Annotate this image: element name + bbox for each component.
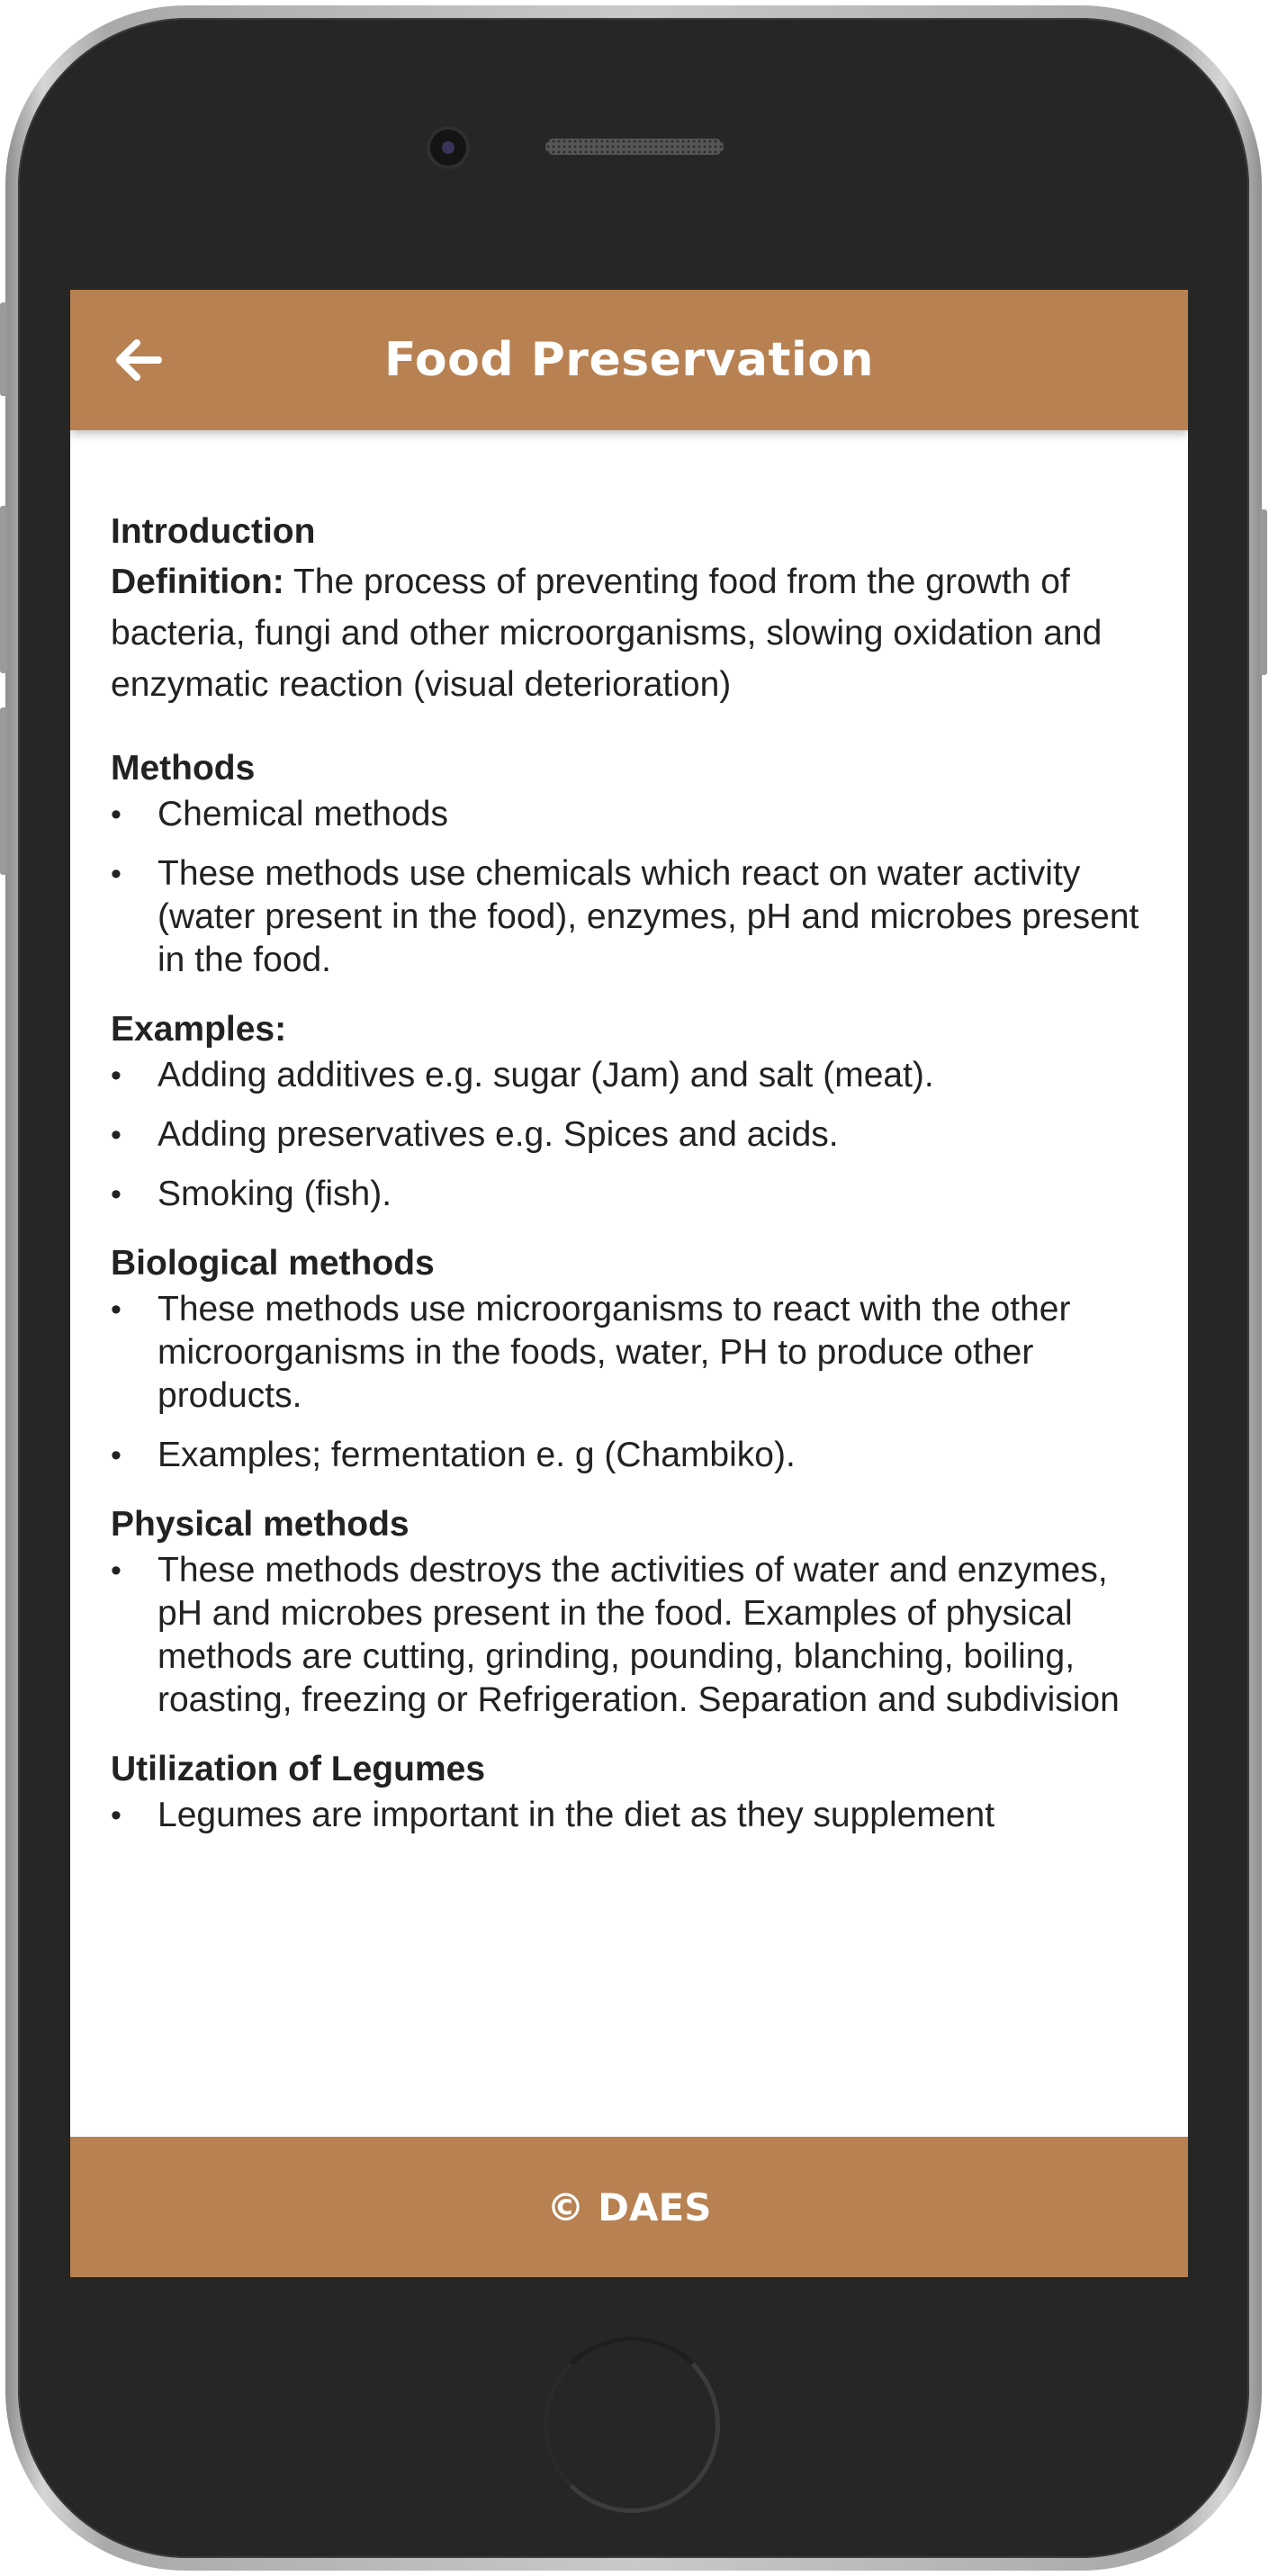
definition-text: The process of preventing food from the growth of bacteria, fungi and other microorganisms, slowing oxidation and enzymatic reaction (visual deterioration)	[111, 563, 1102, 704]
list-item: • Legumes are important in the diet as they supplement	[111, 1794, 1148, 1837]
list-item: • Adding preservatives e.g. Spices and acids.	[111, 1113, 1148, 1157]
earpiece-speaker	[545, 139, 724, 155]
power-button	[1260, 509, 1267, 675]
footer-copyright: © DAES	[546, 2184, 712, 2229]
home-button[interactable]	[544, 2337, 720, 2513]
definition-paragraph	[111, 556, 1148, 710]
list-item: • Chemical methods	[111, 793, 1148, 836]
app-footer	[70, 2137, 1188, 2277]
section-title-physical-methods: Physical methods	[111, 1505, 410, 1544]
silent-switch	[0, 302, 7, 396]
section-title-biological-methods: Biological methods	[111, 1244, 435, 1283]
list-item: • Examples; fermentation e. g (Chambiko).	[111, 1434, 1148, 1477]
examples-list	[111, 1054, 1148, 1216]
arrow-left-icon	[115, 339, 162, 381]
methods-list	[111, 793, 1148, 982]
physical-methods-list	[111, 1549, 1148, 1722]
section-title-examples: Examples:	[111, 1010, 287, 1049]
volume-down-button	[0, 707, 7, 875]
article-content	[70, 430, 1188, 2137]
section-title-utilization-of-legumes: Utilization of Legumes	[111, 1750, 486, 1788]
app-header	[70, 290, 1188, 430]
section-title-methods: Methods	[111, 749, 256, 788]
section-title-introduction: Introduction	[111, 512, 316, 551]
definition-label: Definition:	[111, 563, 284, 601]
page-title: Food Preservation	[384, 333, 874, 387]
biological-methods-list	[111, 1288, 1148, 1477]
legumes-list	[111, 1794, 1148, 1837]
front-camera	[430, 130, 466, 166]
list-item: • Smoking (fish).	[111, 1173, 1148, 1216]
list-item: • These methods use chemicals which react on water activity (water present in the food), enzymes, pH and microbes present in the food.	[111, 852, 1148, 982]
back-button[interactable]	[112, 333, 166, 387]
list-item: • Adding additives e.g. sugar (Jam) and salt (meat).	[111, 1054, 1148, 1097]
list-item: • These methods destroys the activities of water and enzymes, pH and microbes present in the food. Examples of physical methods are cutting, grinding, pounding, blanching, boiling, roasting, freezing or Refrigeration. Separation and subdivision	[111, 1549, 1148, 1722]
volume-up-button	[0, 506, 7, 673]
list-item: • These methods use microorganisms to react with the other microorganisms in the foods, water, PH to produce other products.	[111, 1288, 1148, 1418]
app-screen	[70, 290, 1188, 2277]
